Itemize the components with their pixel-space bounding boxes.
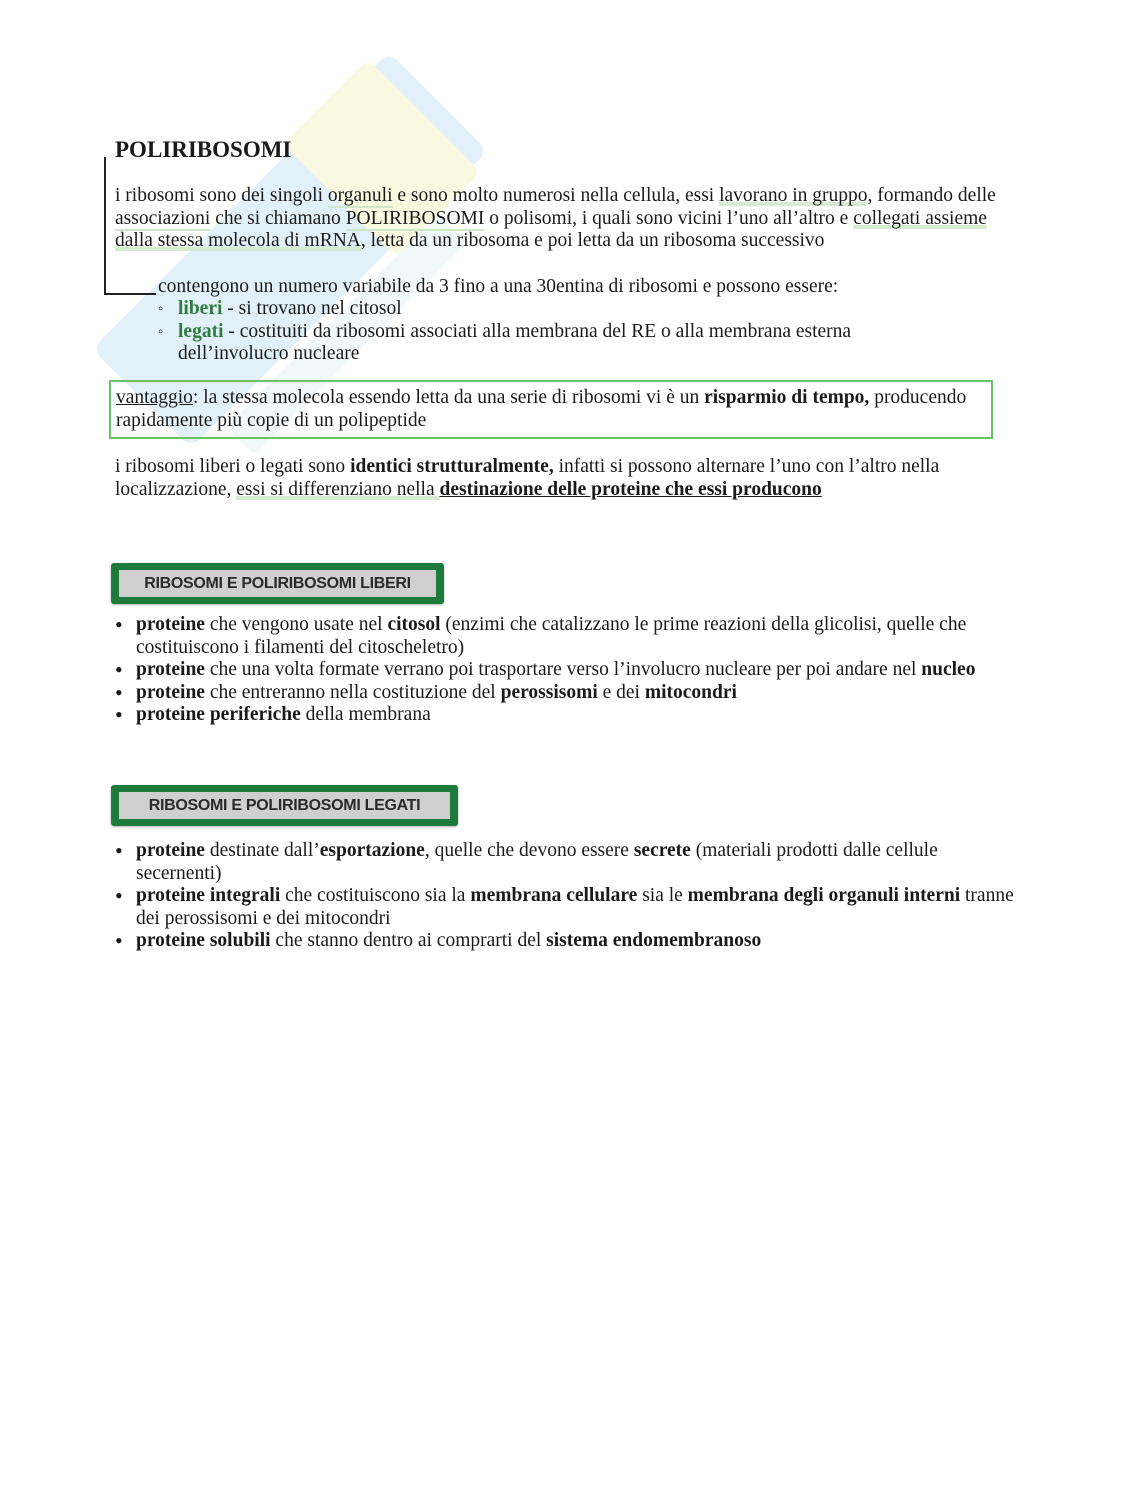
liberi-protein-list [115,614,1020,727]
list-item: • proteine destinate dall’esportazione, quelle che devono essere secrete (materiali prodotti dalle cellule secernenti) [115,840,1020,885]
list-item: • proteine che vengono usate nel citosol (enzimi che catalizzano le prime reazioni della glicolisi, quelle che costituiscono i filamenti del citoscheletro) [115,614,1020,659]
list-item: • proteine integrali che costituiscono sia la membrana cellulare sia le membrana degli organuli interni tranne dei perossisomi e dei mitocondri [115,885,1020,930]
ribosome-types-list [158,298,958,366]
section-badge-liberi: RIBOSOMI E POLIRIBOSOMI LIBERI [111,563,444,604]
list-item: ◦ liberi - si trovano nel citosol [158,298,958,321]
list-item: • proteine periferiche della membrana [115,704,1020,727]
list-item: ◦ legati - costituiti da ribosomi associati alla membrana del RE o alla membrana esterna dell’involucro nucleare [158,321,958,366]
intro-paragraph: i ribosomi sono dei singoli organuli e sono molto numerosi nella cellula, essi lavorano in gruppo, formando delle associazioni che si chiamano POLIRIBOSOMI o polisomi, i quali sono vicini l’uno all’altro e collegati assieme dalla stessa molecola di mRNA, letta da un ribosoma e poi letta da un ribosoma successivo [115,185,996,251]
identical-paragraph: i ribosomi liberi o legati sono identici strutturalmente, infatti si possono alternare l’uno con l’altro nella localizzazione, essi si differenziano nella destinazione delle proteine che essi producono [115,456,940,500]
list-item: • proteine che entreranno nella costituzione del perossisomi e dei mitocondri [115,682,1020,705]
list-item: • proteine solubili che stanno dentro ai comprarti del sistema endomembranoso [115,930,1020,953]
advantage-box: vantaggio: la stessa molecola essendo letta da una serie di ribosomi vi è un risparmio di tempo, producendo rapidamente più copie di un polipeptide [109,380,993,439]
page-title: POLIRIBOSOMI [115,137,292,162]
section-badge-legati: RIBOSOMI E POLIRIBOSOMI LEGATI [111,785,458,826]
advantage-label: vantaggio [116,387,193,408]
contain-line: contengono un numero variabile da 3 fino a una 30entina di ribosomi e possono essere: [158,276,839,297]
legati-protein-list [115,840,1020,953]
list-item: • proteine che una volta formate verrano poi trasportare verso l’involucro nucleare per poi andare nel nucleo [115,659,1020,682]
